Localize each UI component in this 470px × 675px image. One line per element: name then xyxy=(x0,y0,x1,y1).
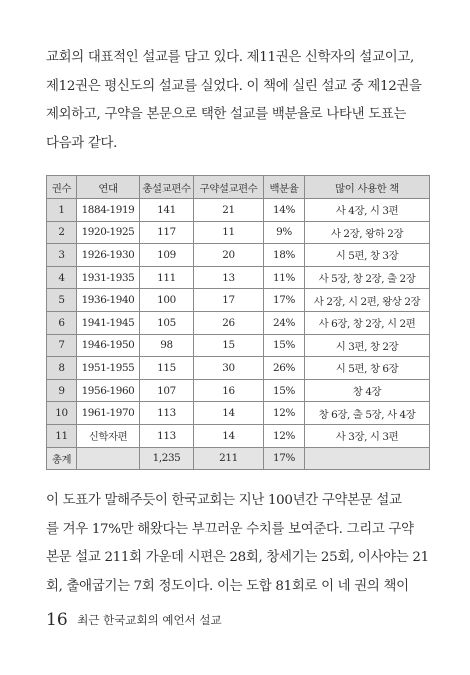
table-cell: 1884-1919 xyxy=(77,199,140,222)
table-row xyxy=(47,402,430,425)
table-cell: 11 xyxy=(47,424,77,447)
table-cell: 9% xyxy=(264,221,305,244)
table-cell: 창 4장 xyxy=(305,379,430,402)
table-row xyxy=(47,221,430,244)
table-cell: 6 xyxy=(47,311,77,334)
table-cell xyxy=(305,447,430,470)
table-cell: 117 xyxy=(140,221,194,244)
table-row xyxy=(47,199,430,222)
table-cell: 15% xyxy=(264,379,305,402)
table-cell: 14% xyxy=(264,199,305,222)
table-cell: 사 2장, 왕하 2장 xyxy=(305,221,430,244)
table-row xyxy=(47,424,430,447)
table-cell: 사 4장, 시 3편 xyxy=(305,199,430,222)
table-cell: 111 xyxy=(140,266,194,289)
table-cell: 16 xyxy=(194,379,264,402)
table-cell: 15% xyxy=(264,334,305,357)
table-cell: 10 xyxy=(47,402,77,425)
text-line: 다음과 같다. xyxy=(46,135,118,151)
table-cell: 1931-1935 xyxy=(77,266,140,289)
table-cell: 사 5장, 창 2장, 출 2장 xyxy=(305,266,430,289)
table-cell: 7 xyxy=(47,334,77,357)
table-cell: 시 5편, 창 3장 xyxy=(305,244,430,267)
table-cell: 24% xyxy=(264,311,305,334)
table-cell: 8 xyxy=(47,357,77,380)
table-row xyxy=(47,244,430,267)
table-cell: 15 xyxy=(194,334,264,357)
table-header-row xyxy=(47,176,430,199)
text-line: 제12권은 평신도의 설교를 실었다. 이 책에 실린 설교 중 제12권을 xyxy=(46,78,422,94)
table-cell: 115 xyxy=(140,357,194,380)
table-cell: 1936-1940 xyxy=(77,289,140,312)
table-cell: 사 2장, 시 2편, 왕상 2장 xyxy=(305,289,430,312)
table-cell: 시 5편, 창 6장 xyxy=(305,357,430,380)
header-percentage: 백분율 xyxy=(264,176,305,199)
table-cell: 17 xyxy=(194,289,264,312)
text-line: 본문 설교 211회 가운데 시편은 28회, 창세기는 25회, 이사야는 21 xyxy=(46,550,429,565)
table-cell: 총계 xyxy=(47,447,77,470)
text-line: 제외하고, 구약을 본문으로 택한 설교를 백분율로 나타낸 도표는 xyxy=(46,107,407,122)
analysis-paragraph xyxy=(46,487,432,601)
table-cell: 20 xyxy=(194,244,264,267)
table-cell: 2 xyxy=(47,221,77,244)
page-footer xyxy=(46,610,222,630)
header-total-sermons: 총설교편수 xyxy=(140,176,194,199)
text-line: 를 겨우 17%만 해왔다는 부끄러운 수치를 보여준다. 그리고 구약 xyxy=(46,521,414,537)
table-cell: 13 xyxy=(194,266,264,289)
table-cell: 4 xyxy=(47,266,77,289)
table-cell: 211 xyxy=(194,447,264,470)
table-cell: 1,235 xyxy=(140,447,194,470)
table-cell: 14 xyxy=(194,402,264,425)
table-cell: 26% xyxy=(264,357,305,380)
table-cell: 12% xyxy=(264,424,305,447)
table-cell: 1941-1945 xyxy=(77,311,140,334)
table-cell: 98 xyxy=(140,334,194,357)
table-cell: 30 xyxy=(194,357,264,380)
table-cell: 14 xyxy=(194,424,264,447)
table-cell: 1946-1950 xyxy=(77,334,140,357)
table-cell: 사 6장, 창 2장, 시 2편 xyxy=(305,311,430,334)
table-cell: 3 xyxy=(47,244,77,267)
table-cell: 21 xyxy=(194,199,264,222)
header-period: 연대 xyxy=(77,176,140,199)
table-total-row xyxy=(47,447,430,470)
table-cell: 109 xyxy=(140,244,194,267)
table-cell: 18% xyxy=(264,244,305,267)
table-cell: 1920-1925 xyxy=(77,221,140,244)
page-number: 16 xyxy=(46,610,68,630)
table-cell: 105 xyxy=(140,311,194,334)
table-cell: 1926-1930 xyxy=(77,244,140,267)
text-line: 교회의 대표적인 설교를 담고 있다. 제11권은 신학자의 설교이고, xyxy=(46,50,414,65)
table-cell: 1956-1960 xyxy=(77,379,140,402)
table-cell xyxy=(77,447,140,470)
table-row xyxy=(47,289,430,312)
table-cell: 1951-1955 xyxy=(77,357,140,380)
table-row xyxy=(47,311,430,334)
table-cell: 9 xyxy=(47,379,77,402)
table-cell: 113 xyxy=(140,402,194,425)
table-cell: 시 3편, 창 2장 xyxy=(305,334,430,357)
table-cell: 11 xyxy=(194,221,264,244)
table-cell: 신학자편 xyxy=(77,424,140,447)
table-row xyxy=(47,379,430,402)
table-cell: 113 xyxy=(140,424,194,447)
header-ot-sermons: 구약설교편수 xyxy=(194,176,264,199)
table-row xyxy=(47,357,430,380)
text-line: 이 도표가 말해주듯이 한국교회는 지난 100년간 구약본문 설교 xyxy=(46,493,402,508)
running-title: 최근 한국교회의 예언서 설교 xyxy=(77,613,222,627)
table-cell: 17% xyxy=(264,289,305,312)
header-most-used-books: 많이 사용한 책 xyxy=(305,176,430,199)
table-cell: 11% xyxy=(264,266,305,289)
text-line: 회, 출애굽기는 7회 정도이다. 이는 도합 81회로 이 네 권의 책이 xyxy=(46,578,409,594)
table-cell: 107 xyxy=(140,379,194,402)
table-cell: 141 xyxy=(140,199,194,222)
intro-paragraph xyxy=(46,44,432,158)
table-row xyxy=(47,334,430,357)
table-cell: 창 6장, 출 5장, 사 4장 xyxy=(305,402,430,425)
table-cell: 1961-1970 xyxy=(77,402,140,425)
sermon-statistics-table xyxy=(46,175,430,470)
table-row xyxy=(47,266,430,289)
header-volume: 권수 xyxy=(47,176,77,199)
table-cell: 17% xyxy=(264,447,305,470)
table-cell: 100 xyxy=(140,289,194,312)
table-cell: 1 xyxy=(47,199,77,222)
table-cell: 26 xyxy=(194,311,264,334)
table-cell: 5 xyxy=(47,289,77,312)
table-cell: 사 3장, 시 3편 xyxy=(305,424,430,447)
table-cell: 12% xyxy=(264,402,305,425)
